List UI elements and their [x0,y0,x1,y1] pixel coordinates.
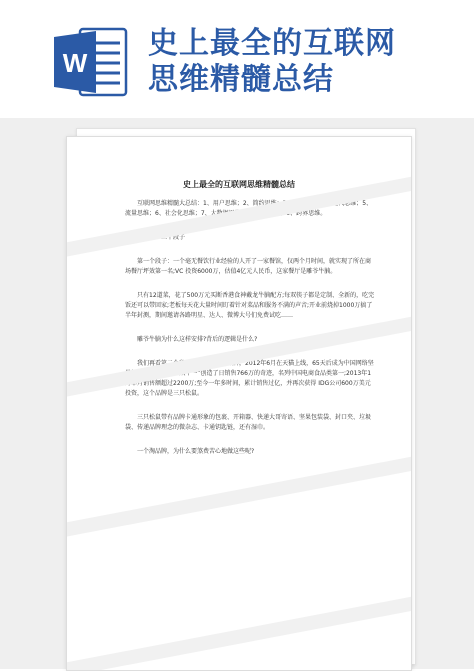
document-preview-area [0,118,474,669]
paragraph: 课前秀：三个段子 [137,234,186,241]
paragraph: 互联网思维精髓大总结：1、用户思维；2、简约思维；3、极致思维；4、迭代思维；5、流量思维；6、社会化思维；7、大数据思维；8、平台思维；9、跨界思维。 [125,200,373,217]
paragraph: 第一个段子：一个毫无餐饮行业经验的人开了一家餐馆，仅两个月时间，就实现了所在商场餐厅坪效第一名;VC 投资6000万，估值4亿元人民币，这家餐厅是雕爷牛腩。 [125,258,372,275]
word-document-icon [54,27,128,97]
paragraph: 雕爷牛腩为什么这样安排?背后的逻辑是什么? [137,336,258,343]
header [0,0,474,118]
svg-text:W: W [62,48,88,78]
paragraph: 一个淘品牌，为什么要煞费苦心地做这些呢? [137,448,255,455]
paragraph: 三只松鼠带有品牌卡通形象的包裹、开箱器、快递大哥寄语、坚果包装袋、封口夹、垃圾袋、传递品牌理念的微杂志、卡通钥匙链，还有湿巾。 [125,414,372,431]
paragraph: 只有12道菜，花了500万元买断香港食神戴龙牛腩配方;每双筷子都是定制、全新的，吃完饭还可以带回家;老板每天花大量时间盯着针对菜品和服务不满的声音;开业前烧掉1000万搞了半年封测，期间邀请各路明星、达人、微博大号们免费试吃…… [125,292,375,319]
document-title: 史上最全的互联网思维精髓总结 [183,180,295,189]
header-title-line2: 思维精髓总结 [148,62,334,97]
document-body [125,199,375,471]
document-page [66,136,412,671]
paragraph: 我们再看第二个段子：这是一个淘品牌，2012年6月在天猫上线，65天后成为中国网络坚果销售第一2012年“双十一”创造了日销售766万的奇迹，名列中国电商食品类第一;2013年1月单月销售额超过2200万;至今一年多时间，累计销售过亿，并再次获得 IDG公司600万美元投资，这个品牌是三只松鼠。 [125,360,374,397]
header-title [148,26,468,98]
header-title-line1: 史上最全的互联网 [148,26,396,61]
